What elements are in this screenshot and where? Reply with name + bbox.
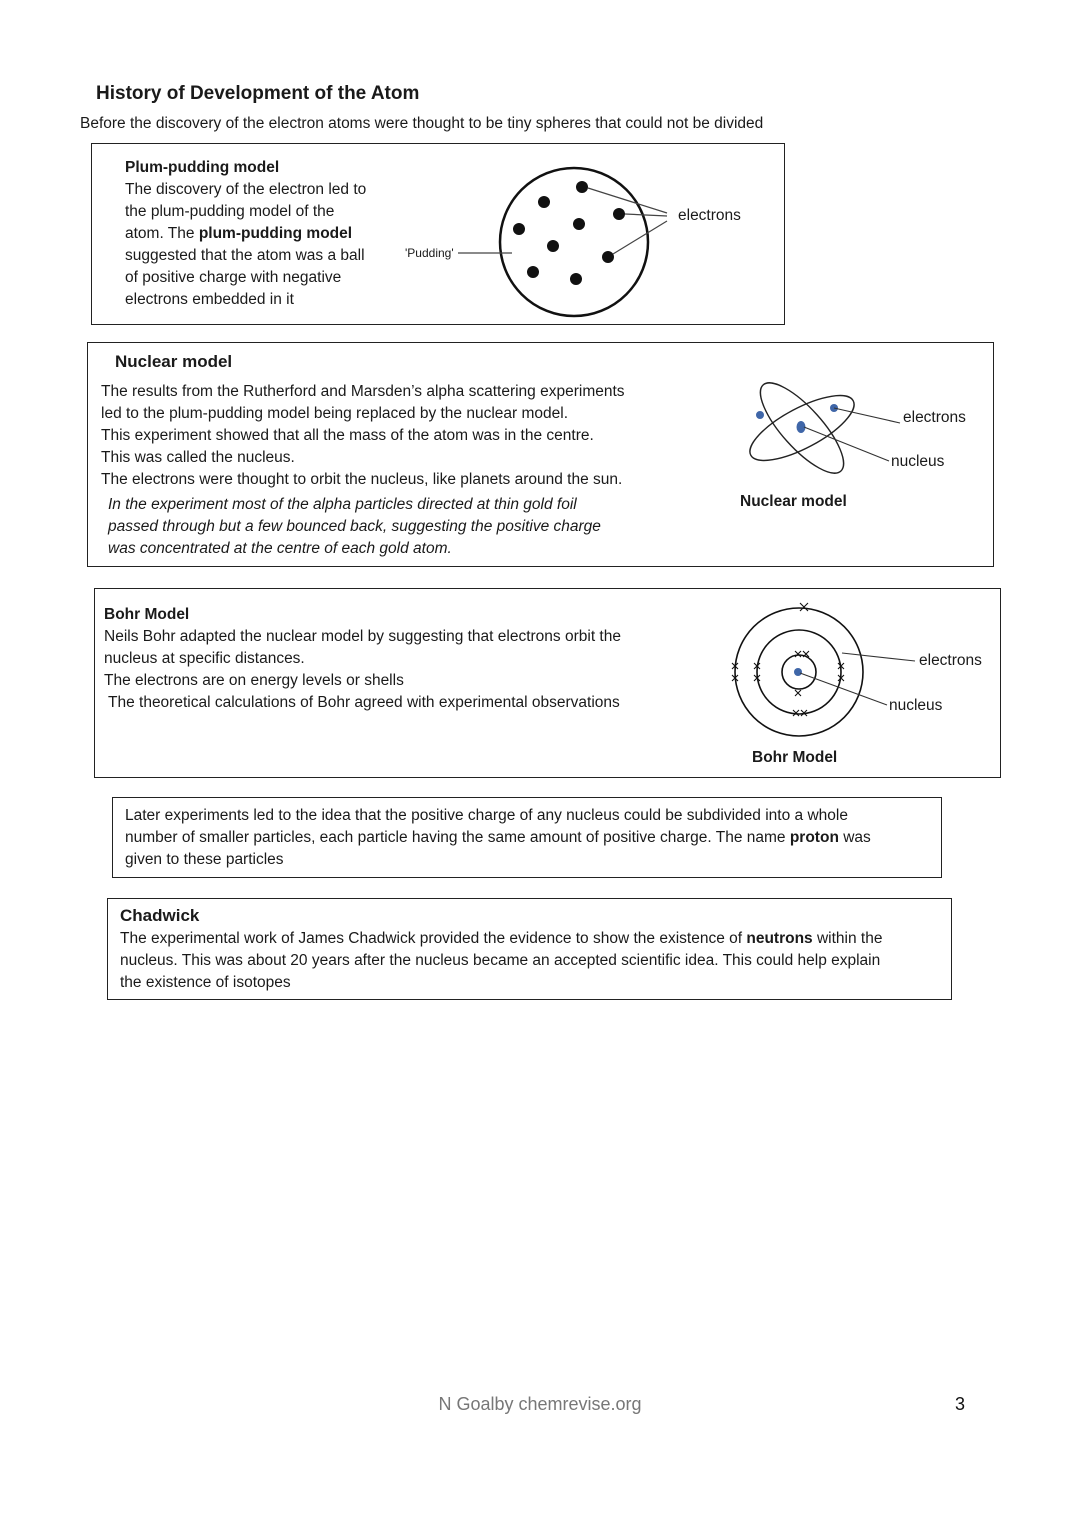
chadwick-line-2: nucleus. This was about 20 years after the nucleus became an accepted scientific idea. This could help explain: [120, 952, 881, 969]
bohr-electrons-label: electrons: [919, 652, 982, 669]
bohr-heading: Bohr Model: [104, 606, 190, 623]
plum-line-4: suggested that the atom was a ball: [125, 247, 365, 264]
proton-line-1: Later experiments led to the idea that the positive charge of any nucleus could be subdivided into a whole: [125, 807, 848, 824]
bohr-model-diagram: [95, 589, 1002, 779]
plum-pudding-diagram: [92, 144, 786, 326]
chadwick-bold: neutrons: [746, 930, 813, 947]
proton-line-2: [125, 827, 935, 849]
plum-pudding-section: [91, 143, 785, 325]
nuclear-heading: Nuclear model: [115, 352, 233, 371]
electron-dot: [756, 411, 764, 419]
chadwick-line-1-post: within the: [812, 930, 883, 947]
nuclear-italic-line: passed through but a few bounced back, suggesting the positive charge: [108, 518, 601, 535]
plum-pudding-heading: Plum-pudding model: [125, 159, 280, 176]
proton-section: [112, 797, 942, 878]
chadwick-text: [120, 928, 945, 994]
intro-text: Before the discovery of the electron atoms were thought to be tiny spheres that could not be divided: [80, 115, 764, 132]
nuclear-electrons-label: electrons: [903, 409, 966, 426]
plum-line-1: The discovery of the electron led to: [125, 181, 367, 198]
bohr-caption: Bohr Model: [752, 749, 838, 766]
nuclear-line: This experiment showed that all the mass of the atom was in the centre.: [101, 427, 594, 444]
chadwick-line-1-pre: The experimental work of James Chadwick provided the evidence to show the existence of: [120, 930, 747, 947]
chadwick-line-3: the existence of isotopes: [120, 974, 291, 991]
plum-line-3-bold: plum-pudding model: [198, 225, 353, 242]
chadwick-section: [107, 898, 952, 1000]
chadwick-heading: Chadwick: [120, 906, 200, 925]
bohr-line: nucleus at specific distances.: [104, 650, 305, 667]
nuclear-line: This was called the nucleus.: [101, 449, 295, 466]
bohr-model-section: [94, 588, 1001, 778]
proton-line-2-pre: number of smaller particles, each particle having the same amount of positive charge. The name: [125, 829, 790, 846]
plum-line-5: of positive charge with negative: [125, 269, 342, 286]
nuclear-line: led to the plum-pudding model being replaced by the nuclear model.: [101, 405, 569, 422]
nuclear-nucleus-label: nucleus: [891, 453, 945, 470]
plum-line-6: electrons embedded in it: [125, 291, 294, 308]
bohr-line: The electrons are on energy levels or shells: [104, 672, 404, 689]
bohr-line: Neils Bohr adapted the nuclear model by suggesting that electrons orbit the: [104, 628, 621, 645]
proton-line-3: given to these particles: [125, 851, 284, 868]
plum-line-3-pre: atom. The: [125, 225, 199, 242]
bohr-nucleus-dot: [794, 668, 802, 676]
bohr-line: The theoretical calculations of Bohr agreed with experimental observations: [108, 694, 620, 711]
proton-text: [125, 805, 935, 871]
proton-bold: proton: [789, 829, 839, 846]
nuclear-caption: Nuclear model: [740, 493, 847, 510]
proton-line-2-post: was: [838, 829, 871, 846]
nuclear-line: The results from the Rutherford and Marsden’s alpha scattering experiments: [101, 383, 625, 400]
bohr-nucleus-label: nucleus: [889, 697, 943, 714]
electron-dots: [513, 181, 625, 285]
pudding-label: 'Pudding': [405, 246, 454, 260]
nuclear-model-section: [87, 342, 994, 567]
nuclear-italic-line: In the experiment most of the alpha particles directed at thin gold foil: [108, 496, 577, 513]
footer-credit: N Goalby chemrevise.org: [438, 1394, 642, 1414]
plum-electrons-label: electrons: [678, 207, 741, 224]
chadwick-line-1: [120, 928, 945, 950]
nuclear-italic-line: was concentrated at the centre of each gold atom.: [108, 540, 452, 557]
pointer-lines: [458, 188, 667, 254]
page-title: History of Development of the Atom: [96, 83, 420, 104]
plum-line-2: the plum-pudding model of the: [125, 203, 335, 220]
atom-sphere: [500, 168, 648, 316]
nuclear-line: The electrons were thought to orbit the nucleus, like planets around the sun.: [101, 471, 623, 488]
nuclear-model-diagram: [88, 343, 995, 568]
page-number: 3: [955, 1394, 966, 1414]
